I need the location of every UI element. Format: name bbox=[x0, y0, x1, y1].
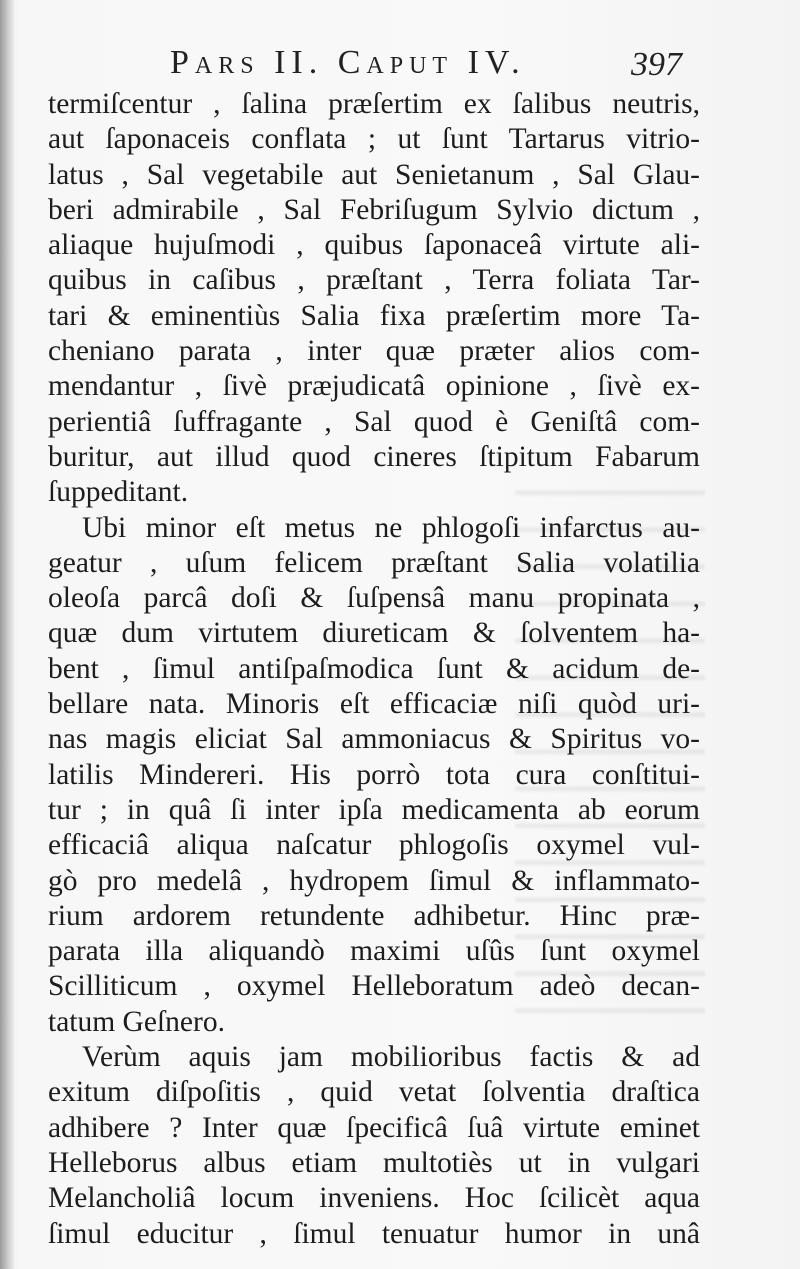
text-line: mendantur , ſivè præjudicatâ opinione , ſivè ex- bbox=[48, 370, 700, 403]
text-line: tari & eminentiùs Salia fixa præſertim more Ta- bbox=[48, 299, 700, 332]
text-line: Melancholiâ locum inveniens. Hoc ſcilicèt aqua bbox=[48, 1182, 700, 1215]
text-line: perientiâ ſuffragante , Sal quod è Geniſtâ com- bbox=[48, 405, 700, 438]
text-line: aut ſaponaceis conflata ; ut ſunt Tartarus vitrio- bbox=[48, 123, 700, 156]
text-line: Ubi minor eſt metus ne phlogoſi infarctus au- bbox=[82, 511, 700, 544]
text-line: quibus in caſibus , præſtant , Terra foliata Tar- bbox=[48, 264, 700, 297]
text-line: geatur , uſum felicem præſtant Salia volatilia bbox=[48, 546, 700, 579]
text-line: termiſcentur , ſalina præſertim ex ſalibus neutris, bbox=[48, 88, 700, 120]
text-line: nas magis eliciat Sal ammoniacus & Spiritus vo- bbox=[48, 723, 700, 756]
text-line: cheniano parata , inter quæ præter alios com- bbox=[48, 335, 700, 368]
text-line: Scilliticum , oxymel Helleboratum adeò decan- bbox=[48, 970, 700, 1003]
text-line: tur ; in quâ ſi inter ipſa medicamenta ab eorum bbox=[48, 793, 700, 826]
text-line: rium ardorem retundente adhibetur. Hinc præ- bbox=[48, 899, 700, 932]
text-line: oleoſa parcâ doſi & ſuſpensâ manu propinata , bbox=[48, 582, 700, 615]
text-line: bent , ſimul antiſpaſmodica ſunt & acidum de- bbox=[48, 652, 700, 685]
text-line: Helleborus albus etiam multotiès ut in vulgari bbox=[48, 1146, 700, 1179]
page-number: 397 bbox=[631, 46, 682, 83]
text-line: ſimul educitur , ſimul tenuatur humor in unâ bbox=[48, 1217, 700, 1250]
text-line: buritur, aut illud quod cineres ſtipitum Fabarum bbox=[48, 440, 700, 473]
body-text bbox=[48, 87, 700, 1252]
page-header bbox=[170, 42, 690, 86]
text-line: efficaciâ aliqua naſcatur phlogoſis oxymel vul- bbox=[48, 829, 700, 862]
text-line: beri admirabile , Sal Febriſugum Sylvio dictum , bbox=[48, 193, 700, 226]
text-line: ſuppeditant. bbox=[48, 476, 189, 509]
text-line: adhibere ? Inter quæ ſpecificâ ſuâ virtute eminet bbox=[48, 1111, 700, 1144]
running-head: Pars II. Caput IV. bbox=[170, 44, 526, 81]
text-line: bellare nata. Minoris eſt efficaciæ niſi quòd uri- bbox=[48, 688, 700, 721]
text-line: quæ dum virtutem diureticam & ſolventem ha- bbox=[48, 617, 700, 650]
text-line: latus , Sal vegetabile aut Senietanum , Sal Glau- bbox=[48, 158, 700, 191]
text-line: tatum Geſnero. bbox=[48, 1005, 225, 1038]
page-gutter-shadow bbox=[0, 0, 14, 1269]
text-line: gò pro medelâ , hydropem ſimul & inflammato- bbox=[48, 864, 700, 897]
text-line: exitum diſpoſitis , quid vetat ſolventia draſtica bbox=[48, 1076, 700, 1109]
text-line: parata illa aliquandò maximi uſûs ſunt oxymel bbox=[48, 935, 700, 968]
text-line: Verùm aquis jam mobilioribus factis & ad bbox=[82, 1041, 700, 1074]
text-line: aliaque hujuſmodi , quibus ſaponaceâ virtute ali- bbox=[48, 229, 700, 262]
text-line: latilis Mindereri. His porrò tota cura conſtitui- bbox=[48, 758, 700, 791]
